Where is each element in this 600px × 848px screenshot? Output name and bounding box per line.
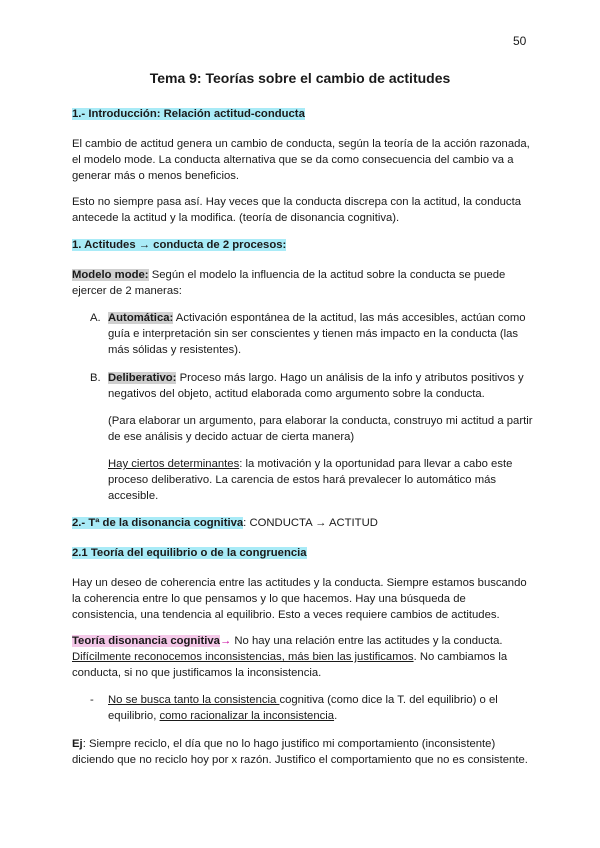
intro-paragraph-2: Esto no siempre pasa así. Hay veces que la conducta discrepa con la actitud, la conducta antecede la actitud y la modifica. (teoría de disonancia cognitiva). bbox=[72, 196, 521, 224]
subsection-heading-2-processes bbox=[72, 237, 532, 253]
determinantes-text: : la motivación y la oportunidad para llevar a cabo este proceso deliberativo. La carencia de estos hará prevalecer lo automático más accesible. bbox=[108, 458, 513, 502]
deliberativo-label: Deliberativo: bbox=[108, 372, 177, 384]
bullet-text-1: cognitiva (como dice la T. del equilibrio) o el equilibrio, bbox=[108, 694, 498, 722]
modelo-mode-paragraph bbox=[72, 267, 532, 299]
subsection-heading-text: 1. Actitudes → conducta de 2 procesos: bbox=[72, 239, 287, 251]
section-1-heading bbox=[72, 106, 532, 122]
deliberativo-paragraph-3 bbox=[108, 456, 533, 504]
disonancia-text-1: No hay una relación entre las actitudes y la conducta. bbox=[231, 635, 503, 647]
ejemplo-paragraph bbox=[72, 736, 532, 768]
bullet-item-consistencia bbox=[108, 692, 533, 724]
section-2-heading-text: 2.- Tª de la disonancia cognitiva bbox=[72, 517, 244, 529]
subsection-2-1-heading bbox=[72, 545, 532, 561]
list-item-deliberativo bbox=[108, 370, 533, 402]
disonancia-text-2: . No cambiamos la conducta, si no que justificamos la inconsistencia. bbox=[72, 651, 508, 679]
page-number: 50 bbox=[513, 34, 527, 48]
ejemplo-label: Ej bbox=[72, 738, 83, 750]
disonancia-paragraph bbox=[72, 633, 532, 681]
list-marker-a: A. bbox=[90, 312, 101, 324]
ejemplo-text: : Siempre reciclo, el día que no lo hago justifico mi comportamiento (inconsistente) diciendo que no reciclo hoy por x razón. Justifico el comportamiento que no es consistente. bbox=[72, 738, 528, 766]
section-1-heading-text: 1.- Introducción: Relación actitud-conducta bbox=[72, 108, 305, 120]
subsection-2-1-heading-text: 2.1 Teoría del equilibrio o de la congruencia bbox=[72, 547, 307, 559]
bullet-text-2: . bbox=[334, 710, 338, 722]
deliberativo-text: Proceso más largo. Hago un análisis de la info y atributos positivos y negativos del objeto, actitud elaborada como argumento sobre la conducta. bbox=[108, 372, 524, 400]
automatica-label: Automática: bbox=[108, 312, 174, 324]
section-2-heading bbox=[72, 515, 532, 531]
deliberativo-paragraph-2: (Para elaborar un argumento, para elaborar la conducta, construyo mi actitud a partir de ese análisis y decido actuar de cierta manera) bbox=[108, 415, 533, 443]
disonancia-underlined: Difícilmente reconocemos inconsistencias, más bien las justificamos bbox=[72, 651, 414, 663]
arrow-icon: → bbox=[219, 635, 232, 647]
modelo-mode-text: Según el modelo la influencia de la actitud sobre la conducta se puede ejercer de 2 maneras: bbox=[72, 269, 506, 297]
determinantes-underlined: Hay ciertos determinantes bbox=[108, 458, 240, 470]
section-2-heading-tail: : CONDUCTA → ACTITUD bbox=[243, 517, 378, 529]
list-marker-b: B. bbox=[90, 372, 101, 384]
automatica-text: Activación espontánea de la actitud, las más accesibles, actúan como guía e interpretación sin ser conscientes y tienen más impacto en la conducta (las más sólidas y resistentes). bbox=[108, 312, 526, 356]
bullet-underlined-2: como racionalizar la inconsistencia bbox=[159, 710, 335, 722]
bullet-dash: - bbox=[90, 694, 94, 706]
equilibrio-paragraph: Hay un deseo de coherencia entre las actitudes y la conducta. Siempre estamos buscando la coherencia entre lo que pensamos y lo que hacemos. Hay una búsqueda de consistencia, una tendencia al equilibrio. Esto a veces requiere cambios de actitudes. bbox=[72, 577, 527, 621]
list-item-automatica bbox=[108, 310, 533, 358]
intro-paragraph-1: El cambio de actitud genera un cambio de conducta, según la teoría de la acción razonada, el modelo mode. La conducta alternativa que se da como consecuencia del cambio va a generar más o menos beneficios. bbox=[72, 138, 530, 182]
page-title: Tema 9: Teorías sobre el cambio de actitudes bbox=[149, 70, 451, 86]
bullet-underlined-1: No se busca tanto la consistencia bbox=[108, 694, 280, 706]
modelo-mode-label: Modelo mode: bbox=[72, 269, 149, 281]
disonancia-label: Teoría disonancia cognitiva bbox=[72, 635, 220, 647]
